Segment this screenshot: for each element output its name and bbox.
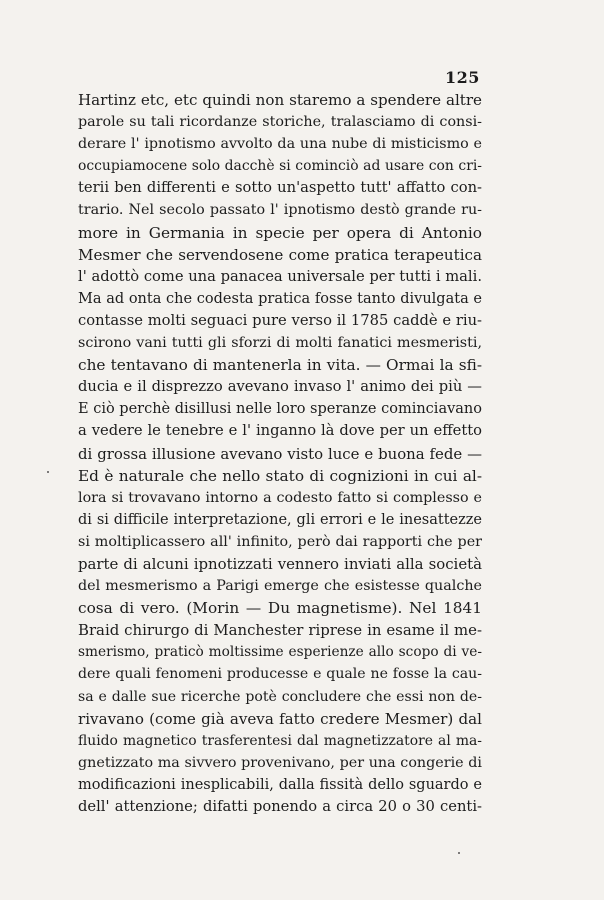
text-line: dere quali fenomeni producesse e quale ne fosse la cau- [78,666,482,683]
text-line: modificazioni inesplicabili, dalla fissità dello sguardo e [78,776,482,793]
text-line: che tentavano di mantenerla in vita. — Ormai la sfi- [78,356,482,375]
text-line: parole su tali ricordanze storiche, tralasciamo di consi- [78,114,482,131]
text-line: ducia e il disprezzo avevano invaso l' animo dei più — [78,378,482,396]
text-line: Ma ad onta che codesta pratica fosse tanto divulgata e [78,290,482,307]
text-line: l' adottò come una panacea universale per tutti i mali. [78,267,482,285]
text-line: scirono vani tutti gli sforzi di molti fanatici mesmeristi, [78,335,482,352]
text-line: parte di alcuni ipnotizzati vennero inviati alla società [78,554,482,573]
body-text [78,89,482,818]
text-line: fluido magnetico trasferentesi dal magnetizzatore al ma- [78,732,482,749]
text-line: di si difficile interpretazione, gli errori e le inesattezze [78,511,482,528]
text-line: del mesmerismo a Parigi emerge che esistesse qualche [78,578,482,595]
text-line: Hartinz etc, etc quindi non staremo a spendere altre [78,91,482,109]
text-line: more in Germania in specie per opera di Antonio [78,223,482,242]
text-line: cosa di vero. (Morin — Du magnetisme). Nel 1841 [78,599,482,618]
text-line: occupiamocene solo dacchè si cominciò ad usare con cri- [78,158,482,175]
text-line: di grossa illusione avevano visto luce e buona fede — [78,444,482,463]
text-line: si moltiplicassero all' infinito, però dai rapporti che per [78,533,482,550]
text-line: terii ben differenti e sotto un'aspetto tutt' affatto con- [78,179,482,197]
text-line: Ed è naturale che nello stato di cognizioni in cui al- [78,466,482,485]
text-line: rivavano (come già aveva fatto credere Mesmer) dal [78,709,482,728]
page-number: 125 [445,68,480,87]
text-line: sa e dalle sue ricerche potè concludere che essi non de- [78,688,482,705]
text-line: Mesmer che servendosene come pratica terapeutica [78,245,482,264]
text-line: dell' attenzione; difatti ponendo a circa 20 o 30 centi- [78,798,482,815]
text-line: lora si trovavano intorno a codesto fatto si complesso e [78,489,482,506]
text-line: Braid chirurgo di Manchester riprese in esame il me- [78,621,482,640]
text-line: a vedere le tenebre e l' inganno là dove per un effetto [78,422,482,440]
text-line: contasse molti seguaci pure verso il 1785 caddè e riu- [78,311,482,329]
text-line: gnetizzato ma sivvero provenivano, per una congerie di [78,754,482,771]
scan-speck [47,471,49,473]
text-line: smerismo, praticò moltissime esperienze allo scopo di ve- [78,644,482,661]
text-line: derare l' ipnotismo avvolto da una nube di misticismo e [78,136,482,153]
text-line: trario. Nel secolo passato l' ipnotismo destò grande ru- [78,202,482,219]
text-line: E ciò perchè disillusi nelle loro speranze cominciavano [78,401,482,418]
scan-speck [458,852,460,854]
